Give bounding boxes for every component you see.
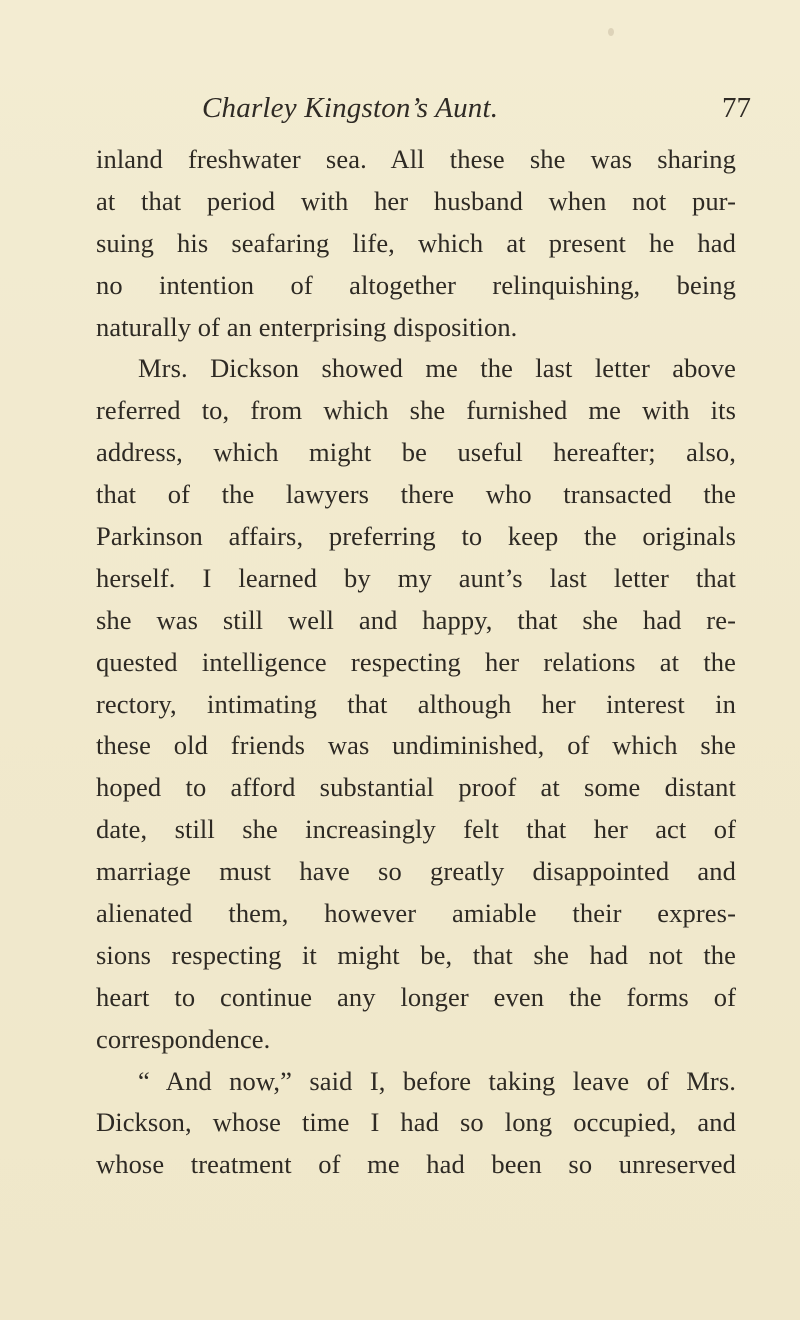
text-line: marriage must have so greatly disappointed and [96, 856, 736, 887]
running-title: Charley Kingston’s Aunt. [202, 92, 499, 124]
page-number: 77 [722, 92, 751, 124]
text-line: correspondence. [96, 1023, 271, 1054]
text-line: Mrs. Dickson showed me the last letter above [138, 353, 736, 384]
text-line: naturally of an enterprising disposition. [96, 311, 518, 342]
text-line: address, which might be useful hereafter; also, [96, 437, 736, 468]
text-line: hoped to afford substantial proof at some distant [96, 772, 736, 803]
text-line: at that period with her husband when not pur- [96, 185, 736, 216]
text-line: alienated them, however amiable their expres- [96, 898, 736, 929]
text-line: herself. I learned by my aunt’s last letter that [96, 562, 736, 593]
paper-blemish [608, 28, 614, 36]
text-line: referred to, from which she furnished me with its [96, 395, 736, 426]
text-line: whose treatment of me had been so unreserved [96, 1149, 736, 1180]
page-header [0, 92, 800, 136]
text-line: these old friends was undiminished, of which she [96, 730, 736, 761]
text-line: sions respecting it might be, that she had not the [96, 939, 736, 970]
text-line: “ And now,” said I, before taking leave of Mrs. [138, 1065, 736, 1096]
body-text [96, 139, 736, 1186]
text-line: that of the lawyers there who transacted the [96, 479, 736, 510]
text-line: suing his seafaring life, which at present he had [96, 227, 736, 258]
text-line: inland freshwater sea. All these she was sharing [96, 144, 736, 174]
text-line: rectory, intimating that although her interest in [96, 688, 736, 719]
text-line: no intention of altogether relinquishing, being [96, 269, 736, 300]
text-line: heart to continue any longer even the forms of [96, 981, 736, 1012]
text-line: date, still she increasingly felt that her act of [96, 814, 736, 845]
text-line: quested intelligence respecting her relations at the [96, 646, 736, 677]
text-line: she was still well and happy, that she had re- [96, 604, 736, 635]
text-line: Parkinson affairs, preferring to keep the originals [96, 521, 736, 552]
text-line: Dickson, whose time I had so long occupied, and [96, 1107, 736, 1138]
